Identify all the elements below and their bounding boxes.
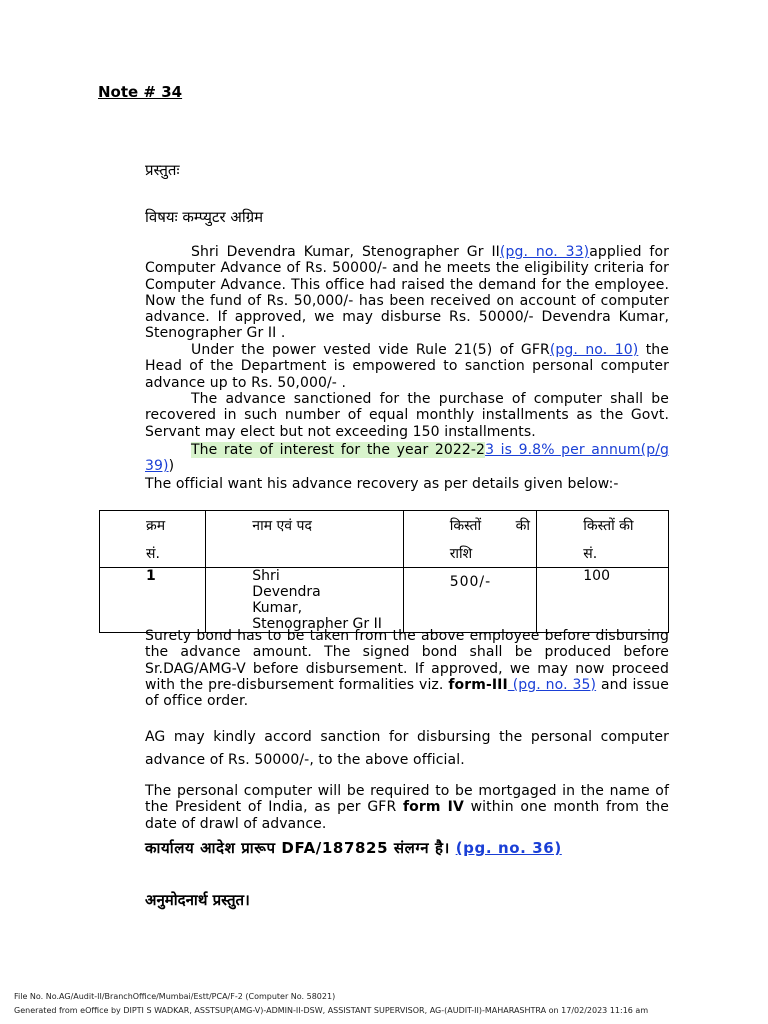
para6-text-start: Surety bond has to be taken from the above employee before disbursing the advance amount. The signed bond shall be produced before Sr.DAG/AMG-V before disbursement. If approved, we may now proceed with the pre-disbursement formalities viz. xyxy=(145,628,669,693)
recovery-table xyxy=(99,510,669,633)
para4-close: ) xyxy=(168,458,175,475)
para1-text-start: Shri Devendra Kumar, Stenographer Gr II xyxy=(191,244,500,260)
paragraph-application xyxy=(145,244,669,342)
para2-text-end: the Head of the Department is empowered to sanction personal computer advance up to Rs. 50,000/- . xyxy=(145,342,669,391)
office-order-line xyxy=(145,838,562,858)
interest-highlight: The rate of interest for the year 2022-2 xyxy=(191,442,486,458)
form-iii-label: form-III xyxy=(448,676,508,693)
paragraph-power xyxy=(145,342,669,391)
para2-text-start: Under the power vested vide Rule 21(5) of GFR xyxy=(191,342,550,358)
paragraph-recovery-details: The official want his advance recovery as per details given below:- xyxy=(145,476,619,492)
paragraph-interest xyxy=(145,442,669,475)
para8-text-start: The personal computer will be required to be mortgaged in the name of the President of India, as per GFR xyxy=(145,783,669,816)
paragraph-sanction: AG may kindly accord sanction for disbursing the personal computer advance of Rs. 50000/-, to the above official. xyxy=(145,729,669,768)
para8-text-end: within one month from the date of drawl of advance. xyxy=(145,799,669,832)
cell-name: Shri Devendra Kumar, Stenographer Gr II xyxy=(206,568,403,633)
para1-text-end: applied for Computer Advance of Rs. 50000/- and he meets the eligibility criteria for Computer Advance. This office had raised the demand for the employee. Now the fund of Rs. 50,000/- has been received on account of computer advance. If approved, we may disburse Rs. 50000/- Devendra Kumar, Stenographer Gr II . xyxy=(145,244,669,342)
approval-line: अनुमोदनार्थ प्रस्तुत। xyxy=(145,891,250,909)
table-row xyxy=(100,568,669,633)
subject-line: विषयः कम्प्युटर अग्रिम xyxy=(145,208,264,226)
ref-link-pg35[interactable]: (pg. no. 35) xyxy=(507,676,597,693)
paragraph-mortgage xyxy=(145,783,669,832)
table-header-row xyxy=(100,511,669,568)
header-installment-count: किस्तों की सं. xyxy=(537,511,669,568)
ref-link-interest-rate[interactable]: 3 is 9.8% per annum xyxy=(485,442,641,458)
form-iv-label: form IV xyxy=(402,799,464,816)
ref-link-pg36[interactable]: (pg. no. 36) xyxy=(455,839,562,857)
paragraph-recovery: The advance sanctioned for the purchase of computer shall be recovered in such number of equal monthly installments as the Govt. Servant may elect but not exceeding 150 installments. xyxy=(145,391,669,440)
ref-link-pg39[interactable]: (p/g 39) xyxy=(145,442,669,475)
cell-serial: 1 xyxy=(100,568,206,633)
cell-amount: 500/- xyxy=(403,568,537,633)
footer-generated: Generated from eOffice by DIPTI S WADKAR, ASSTSUP(AMG-V)-ADMIN-II-DSW, ASSISTANT SUPERVISOR, AG-(AUDIT-II)-MAHARASHTRA on 17/02/2023 11:16 am xyxy=(14,1006,649,1015)
para6-text-end: and issue of office order. xyxy=(145,676,669,710)
paragraph-surety-bond xyxy=(145,628,669,709)
note-title: Note # 34 xyxy=(98,83,183,101)
prastut-heading: प्रस्तुतः xyxy=(145,161,180,179)
cell-count: 100 xyxy=(537,568,669,633)
office-order-text: कार्यालय आदेश प्रारूप DFA/187825 संलग्न है। xyxy=(145,839,450,857)
header-installment-amount: किस्तों की राशि xyxy=(403,511,537,568)
header-serial: क्रम सं. xyxy=(100,511,206,568)
ref-link-pg10[interactable]: (pg. no. 10) xyxy=(549,342,639,358)
footer-file-no: File No. No.AG/Audit-II/BranchOffice/Mumbai/Estt/PCA/F-2 (Computer No. 58021) xyxy=(14,992,336,1001)
header-name-post: नाम एवं पद xyxy=(206,511,403,568)
ref-link-pg33[interactable]: (pg. no. 33) xyxy=(499,244,590,260)
